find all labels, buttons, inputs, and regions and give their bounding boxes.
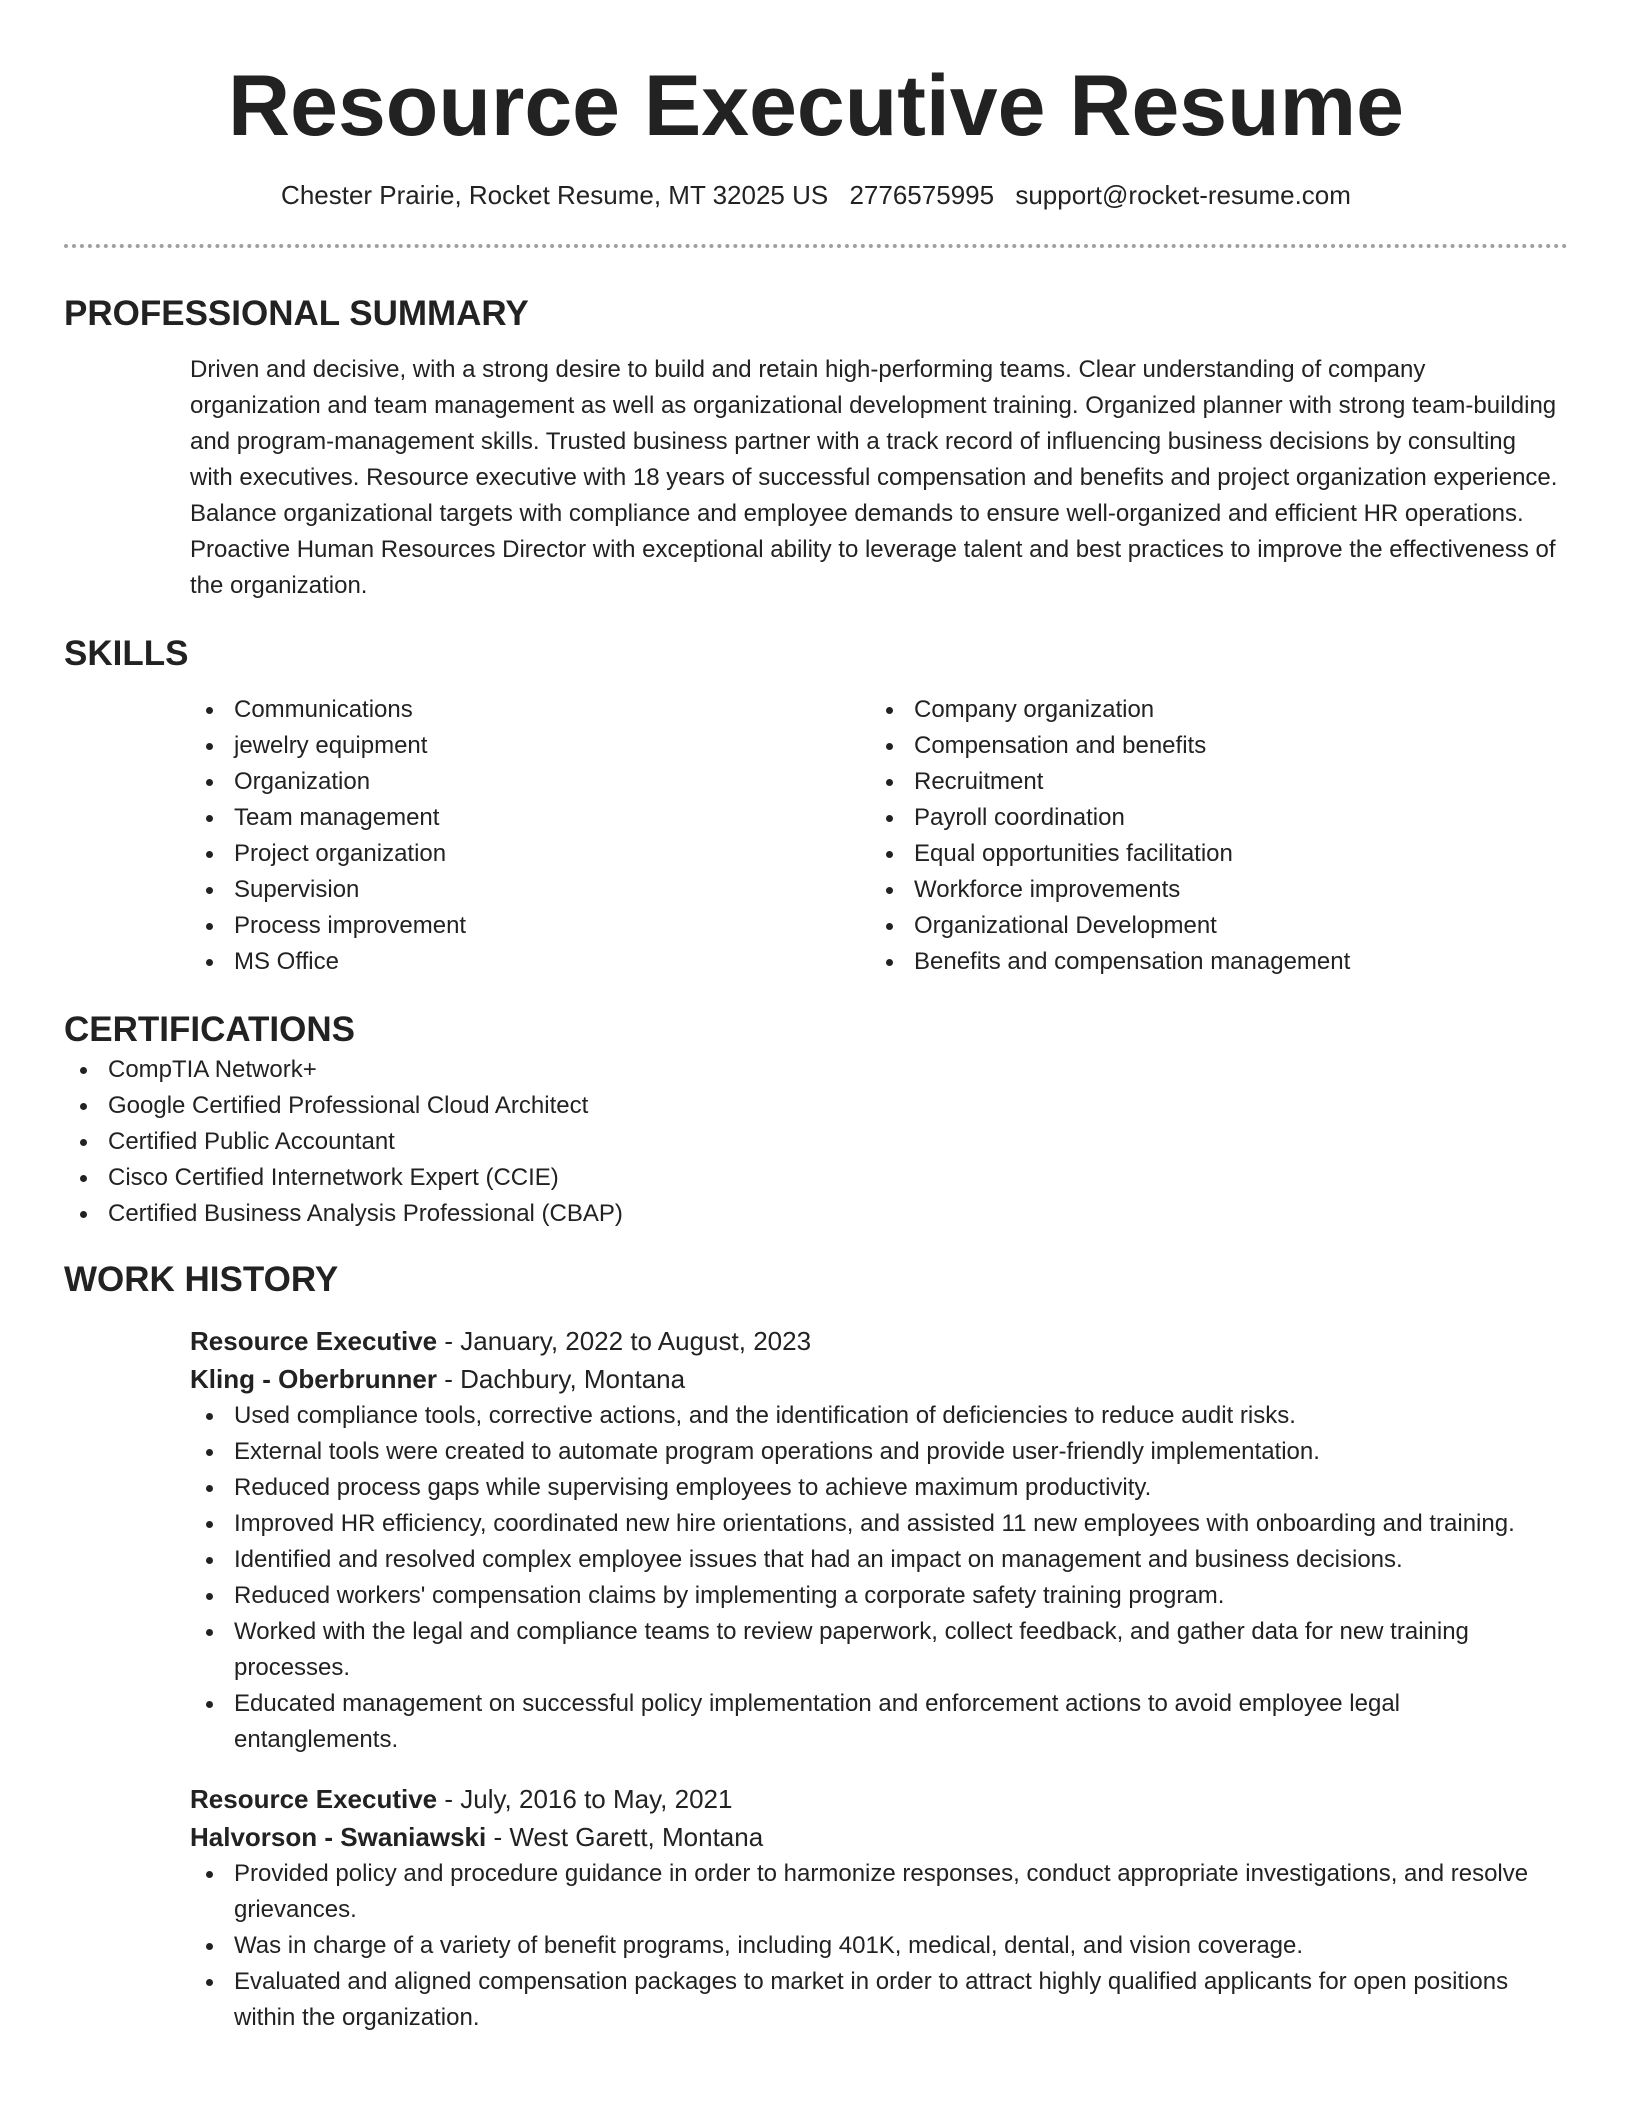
- skill-item: Recruitment: [870, 764, 1550, 800]
- job-title-line: [190, 1780, 1568, 1818]
- skill-item: Payroll coordination: [870, 800, 1550, 836]
- skills-list-right: [870, 692, 1550, 980]
- job-entry: [190, 1780, 1568, 2036]
- job-duty: Evaluated and aligned compensation packages to market in order to attract highly qualified applicants for open positions within the organization.: [190, 1964, 1568, 2036]
- skill-item: Benefits and compensation management: [870, 944, 1550, 980]
- certifications-heading: CERTIFICATIONS: [64, 1010, 356, 1049]
- skill-item: jewelry equipment: [190, 728, 870, 764]
- skill-item: Organizational Development: [870, 908, 1550, 944]
- job-role: Resource Executive: [190, 1784, 438, 1814]
- certification-item: Certified Business Analysis Professional (CBAP): [64, 1196, 1568, 1232]
- skill-item: Company organization: [870, 692, 1550, 728]
- certification-item: CompTIA Network+: [64, 1052, 1568, 1088]
- skill-item: Equal opportunities facilitation: [870, 836, 1550, 872]
- job-duty: Reduced workers' compensation claims by implementing a corporate safety training program.: [190, 1578, 1568, 1614]
- job-company: Halvorson - Swaniawski: [190, 1822, 487, 1852]
- skill-item: Communications: [190, 692, 870, 728]
- skills-column-left: [190, 692, 870, 980]
- job-duty: Educated management on successful policy implementation and enforcement actions to avoid employee legal entanglements.: [190, 1686, 1568, 1758]
- job-title-line: [190, 1322, 1568, 1360]
- header-divider: [64, 244, 1568, 248]
- skill-item: Supervision: [190, 872, 870, 908]
- job-entry: [190, 1322, 1568, 1758]
- contact-email[interactable]: support@rocket-resume.com: [1015, 180, 1351, 210]
- summary-text: Driven and decisive, with a strong desire to build and retain high-performing teams. Clear understanding of company organization and team management as well as organizational development training. Organized planner with strong team-building and program-management skills. Trusted business partner with a track record of influencing business decisions by consulting with executives. Resource executive with 18 years of successful compensation and benefits and project organization experience. Balance organizational targets with compliance and employee demands to ensure well-organized and efficient HR operations. Proactive Human Resources Director with exceptional ability to leverage talent and best practices to improve the effectiveness of the organization.: [190, 356, 1558, 599]
- contact-address: Chester Prairie, Rocket Resume, MT 32025 US: [281, 180, 829, 210]
- job-dates: - July, 2016 to May, 2021: [437, 1784, 733, 1814]
- skill-item: Project organization: [190, 836, 870, 872]
- certifications-list: [64, 1052, 1568, 1232]
- skills-column-right: [870, 692, 1550, 980]
- job-duty: Provided policy and procedure guidance in order to harmonize responses, conduct appropriate investigations, and resolve grievances.: [190, 1856, 1568, 1928]
- resume-title: Resource Executive Resume: [228, 58, 1404, 154]
- job-duty: External tools were created to automate program operations and provide user-friendly implementation.: [190, 1434, 1568, 1470]
- job-dates: - January, 2022 to August, 2023: [437, 1326, 812, 1356]
- skills-heading: SKILLS: [64, 634, 189, 673]
- job-location: - Dachbury, Montana: [437, 1364, 686, 1394]
- certification-item: Google Certified Professional Cloud Architect: [64, 1088, 1568, 1124]
- contact-phone: 2776575995: [849, 180, 995, 210]
- skill-item: Workforce improvements: [870, 872, 1550, 908]
- job-company-line: [190, 1360, 1568, 1398]
- certification-item: Certified Public Accountant: [64, 1124, 1568, 1160]
- job-duty: Worked with the legal and compliance teams to review paperwork, collect feedback, and gather data for new training processes.: [190, 1614, 1568, 1686]
- job-role: Resource Executive: [190, 1326, 438, 1356]
- job-location: - West Garett, Montana: [486, 1822, 764, 1852]
- skill-item: Organization: [190, 764, 870, 800]
- job-duty: Was in charge of a variety of benefit programs, including 401K, medical, dental, and vision coverage.: [190, 1928, 1568, 1964]
- job-duty: Used compliance tools, corrective actions, and the identification of deficiencies to reduce audit risks.: [190, 1398, 1568, 1434]
- skill-item: Compensation and benefits: [870, 728, 1550, 764]
- job-company-line: [190, 1818, 1568, 1856]
- skill-item: Team management: [190, 800, 870, 836]
- certification-item: Cisco Certified Internetwork Expert (CCIE): [64, 1160, 1568, 1196]
- contact-line: [64, 178, 1568, 212]
- skill-item: Process improvement: [190, 908, 870, 944]
- job-duty: Reduced process gaps while supervising employees to achieve maximum productivity.: [190, 1470, 1568, 1506]
- skills-grid: [190, 692, 1568, 980]
- skills-list-left: [190, 692, 870, 980]
- job-duties-list: [190, 1398, 1568, 1758]
- summary-heading: PROFESSIONAL SUMMARY: [64, 294, 529, 333]
- job-duty: Improved HR efficiency, coordinated new hire orientations, and assisted 11 new employees with onboarding and training.: [190, 1506, 1568, 1542]
- job-company: Kling - Oberbrunner: [190, 1364, 437, 1394]
- job-duty: Identified and resolved complex employee issues that had an impact on management and business decisions.: [190, 1542, 1568, 1578]
- job-duties-list: [190, 1856, 1568, 2036]
- skill-item: MS Office: [190, 944, 870, 980]
- work-history-heading: WORK HISTORY: [64, 1260, 339, 1299]
